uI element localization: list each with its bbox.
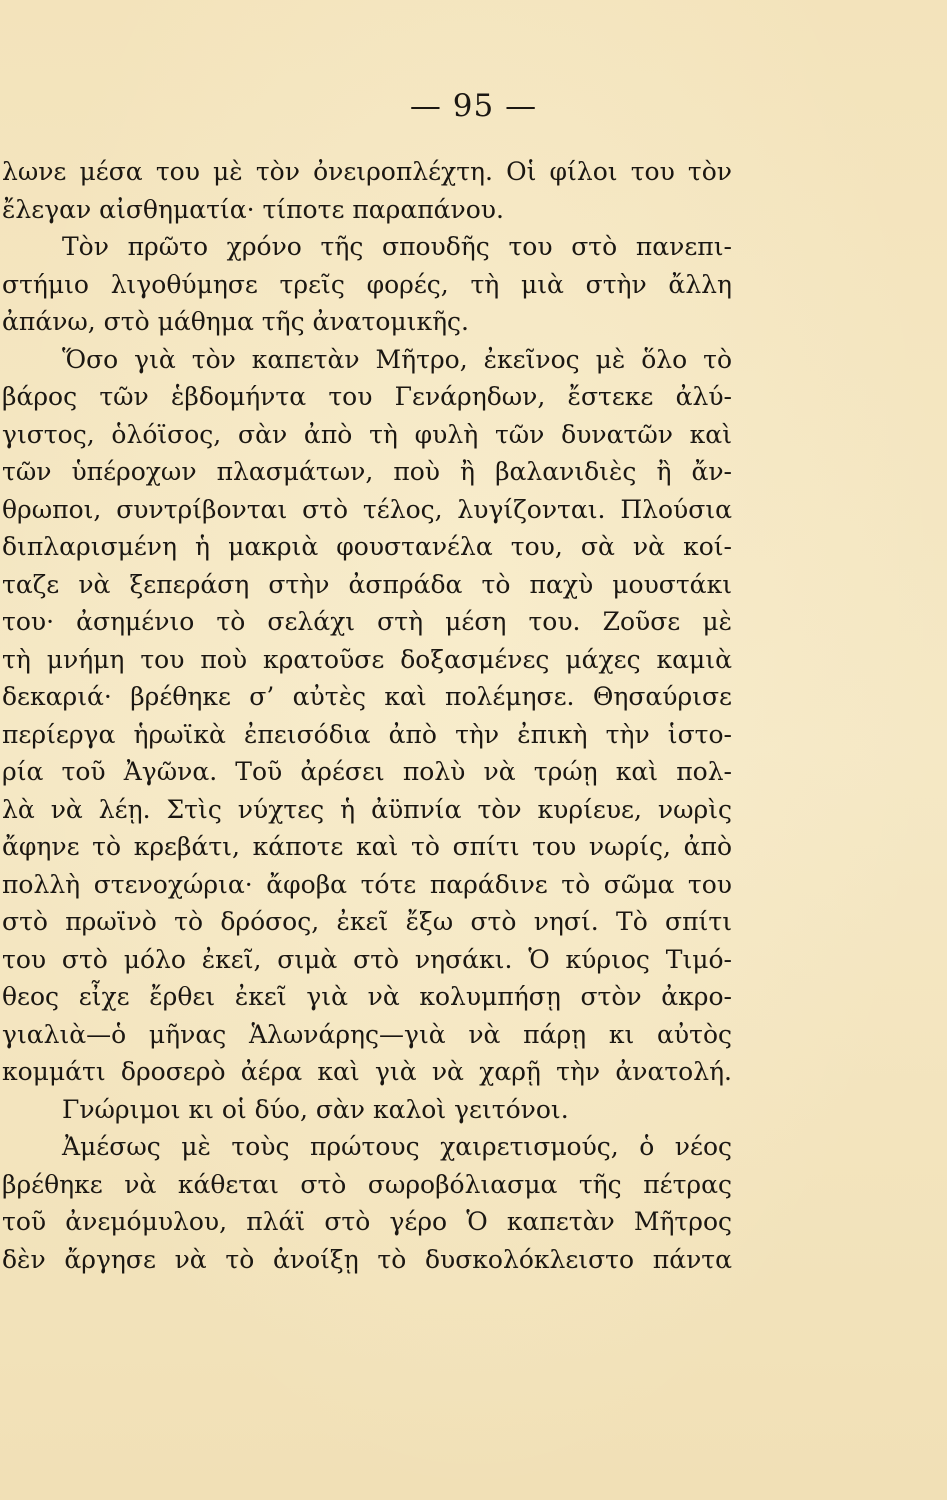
text-line: ἄφηνε τὸ κρεβάτι, κάποτε καὶ τὸ σπίτι του νωρίς, ἀπὸ bbox=[2, 832, 732, 861]
text-line: θρωποι, συντρίβονται στὸ τέλος, λυγίζονται. Πλούσια bbox=[2, 494, 732, 524]
page-number: — 95 — bbox=[409, 88, 538, 124]
text-line: ταζε νὰ ξεπεράση στὴν ἀσπράδα τὸ παχὺ μουστάκι bbox=[2, 569, 732, 599]
text-line: Ἀμέσως μὲ τοὺς πρώτους χαιρετισμούς, ὁ νέος bbox=[62, 1132, 732, 1161]
text-line: ρία τοῦ Ἀγῶνα. Τοῦ ἀρέσει πολὺ νὰ τρώῃ καὶ πολ- bbox=[2, 757, 732, 786]
text-line: γιστος, ὁλόϊσος, σὰν ἀπὸ τὴ φυλὴ τῶν δυνατῶν καὶ bbox=[2, 419, 732, 449]
text-line: τὴ μνήμη του ποὺ κρατοῦσε δοξασμένες μάχες καμιὰ bbox=[2, 644, 732, 674]
text-line: γιαλιὰ—ὁ μῆνας Ἁλωνάρης—γιὰ νὰ πάρῃ κι αὐτὸς bbox=[2, 1019, 732, 1049]
text-line: δὲν ἄργησε νὰ τὸ ἀνοίξῃ τὸ δυσκολόκλειστο πάντα bbox=[2, 1244, 732, 1274]
text-line: ἔλεγαν αἰσθηματία· τίποτε παραπάνου. bbox=[2, 194, 504, 224]
text-line: κομμάτι δροσερὸ ἀέρα καὶ γιὰ νὰ χαρῇ τὴν ἀνατολή. bbox=[2, 1057, 732, 1086]
text-line: θεος εἶχε ἔρθει ἐκεῖ γιὰ νὰ κολυμπήσῃ στὸν ἀκρο- bbox=[2, 982, 732, 1011]
text-line: του· ἀσημένιο τὸ σελάχι στὴ μέση του. Ζοῦσε μὲ bbox=[2, 607, 732, 636]
text-line: Ὅσο γιὰ τὸν καπετὰν Μῆτρο, ἐκεῖνος μὲ ὅλο τὸ bbox=[62, 344, 732, 374]
text-line: Γνώριμοι κι οἱ δύο, σὰν καλοὶ γειτόνοι. bbox=[62, 1094, 569, 1124]
text-line: τοῦ ἀνεμόμυλου, πλάϊ στὸ γέρο Ὁ καπετὰν Μῆτρος bbox=[2, 1207, 732, 1236]
body-text bbox=[2, 153, 732, 1278]
text-line: διπλαρισμένη ἡ μακριὰ φουστανέλα του, σὰ νὰ κοί- bbox=[2, 532, 732, 561]
text-line: τῶν ὑπέροχων πλασμάτων, ποὺ ἢ βαλανιδιὲς ἢ ἄν- bbox=[2, 457, 732, 486]
text-line: λωνε μέσα του μὲ τὸν ὀνειροπλέχτη. Οἱ φίλοι του τὸν bbox=[2, 157, 732, 186]
text-line: βρέθηκε νὰ κάθεται στὸ σωροβόλιασμα τῆς πέτρας bbox=[2, 1169, 732, 1199]
text-line: πολλὴ στενοχώρια· ἄφοβα τότε παράδινε τὸ σῶμα του bbox=[2, 869, 732, 899]
text-line: ἀπάνω, στὸ μάθημα τῆς ἀνατομικῆς. bbox=[2, 307, 470, 336]
text-line: δεκαριά· βρέθηκε σ’ αὐτὲς καὶ πολέμησε. Θησαύρισε bbox=[2, 682, 732, 711]
text-line: στὸ πρωϊνὸ τὸ δρόσος, ἐκεῖ ἔξω στὸ νησί. Τὸ σπίτι bbox=[2, 907, 732, 936]
text-line: βάρος τῶν ἑβδομήντα του Γενάρηδων, ἔστεκε ἀλύ- bbox=[2, 382, 732, 411]
text-line: Τὸν πρῶτο χρόνο τῆς σπουδῆς του στὸ πανεπι- bbox=[62, 232, 732, 261]
text-line: του στὸ μόλο ἐκεῖ, σιμὰ στὸ νησάκι. Ὁ κύριος Τιμό- bbox=[2, 944, 732, 974]
text-line: λὰ νὰ λέῃ. Στὶς νύχτες ἡ ἀϋπνία τὸν κυρίευε, νωρὶς bbox=[2, 794, 732, 824]
text-line: περίεργα ἡρωϊκὰ ἐπεισόδια ἀπὸ τὴν ἐπικὴ τὴν ἱστο- bbox=[2, 719, 732, 749]
text-line: στήμιο λιγοθύμησε τρεῖς φορές, τὴ μιὰ στὴν ἄλλη bbox=[2, 269, 732, 299]
